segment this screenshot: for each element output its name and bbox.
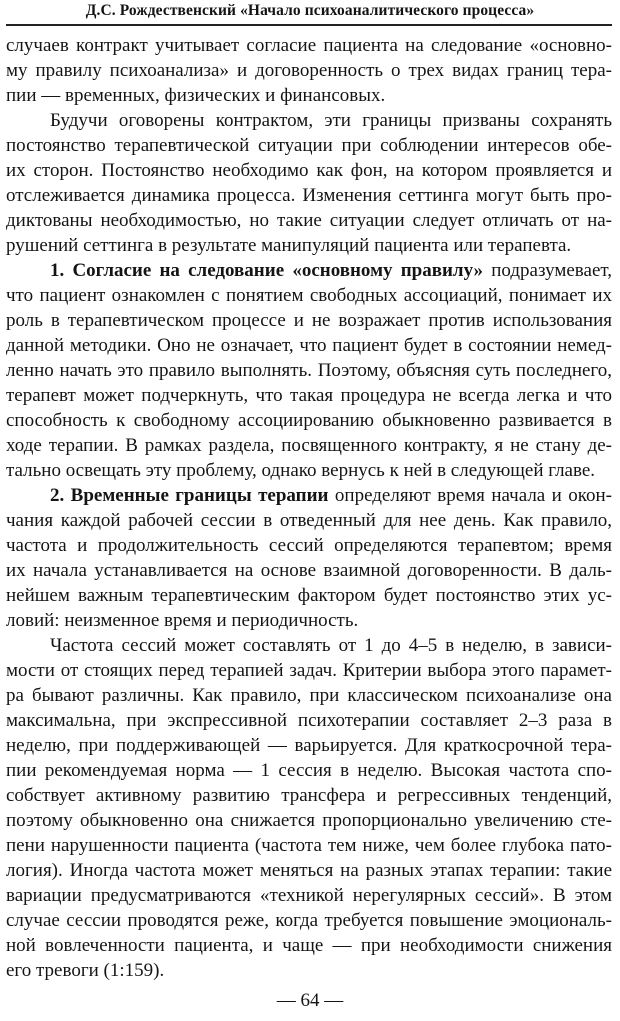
text-line: [6, 533, 612, 558]
line-text: терапевт может подчеркнуть, что такая процедура не всегда легка и что: [6, 385, 612, 406]
text-line: [6, 508, 612, 533]
text-line: [6, 558, 612, 583]
line-text: его тревоги (1:159).: [6, 960, 165, 981]
line-text: пии — временных, физических и финансовых.: [6, 85, 386, 106]
line-text: ловий: неизменное время и периодичность.: [6, 610, 359, 631]
paragraph: [6, 108, 612, 258]
paragraph: [6, 483, 612, 633]
line-text: определяют время начала и окон-: [328, 485, 612, 506]
line-text: пени нарушенности пациента (частота тем ниже, чем более глубока пато-: [6, 835, 612, 856]
line-text: ной вовлеченности пациента, и чаще — при необходимости снижения: [6, 935, 612, 956]
section-heading: 2. Временные границы терапии: [50, 485, 329, 506]
body-text: [6, 33, 612, 983]
text-line: [6, 308, 612, 333]
text-line: [6, 883, 612, 908]
paragraph: [6, 258, 612, 483]
line-text: случае сессии проводятся реже, когда требуется повышение эмоциональ-: [6, 910, 612, 931]
line-text: их начала устанавливается на основе взаимной договоренности. В даль-: [6, 560, 612, 581]
line-text: роль в терапевтическом процессе и не возражает против использования: [6, 310, 612, 331]
text-line: [6, 858, 612, 883]
page-number: — 64 —: [276, 990, 344, 1011]
line-text: ходе терапии. В рамках раздела, посвященного контракту, я не стану де-: [6, 435, 612, 456]
text-line: [6, 958, 612, 983]
paragraph: [6, 33, 612, 108]
text-line: [6, 333, 612, 358]
line-text: постоянство терапевтической ситуации при соблюдении интересов обе-: [6, 135, 612, 156]
line-text: ленно начать это правило выполнять. Поэтому, объясняя суть последнего,: [6, 360, 612, 381]
line-text: чания каждой рабочей сессии в отведенный для нее день. Как правило,: [6, 510, 612, 531]
line-text: тально освещать эту проблему, однако вернусь к ней в следующей главе.: [6, 460, 596, 481]
line-text: способность к свободному ассоциированию обыкновенно развивается в: [6, 410, 612, 431]
line-text: поэтому обыкновенно она снижается пропорционально увеличению сте-: [6, 810, 612, 831]
line-text: нейшем важным терапевтическим фактором будет постоянство этих ус-: [6, 585, 612, 606]
text-line: [6, 83, 612, 108]
text-line: [6, 408, 612, 433]
line-text: что пациент ознакомлен с понятием свободных ассоциаций, понимает их: [6, 285, 612, 306]
text-line: [6, 933, 612, 958]
text-line: [6, 483, 612, 508]
line-text: максимальна, при экспрессивной психотерапии составляет 2–3 раза в: [6, 710, 612, 731]
text-line: [6, 633, 612, 658]
text-line: [6, 33, 612, 58]
text-line: [6, 583, 612, 608]
line-text: му правилу психоанализа» и договоренность о трех видах границ тера-: [6, 60, 612, 81]
line-text: частота и продолжительность сессий определяются терапевтом; время: [6, 535, 612, 556]
header-rule: [6, 24, 612, 26]
line-text: отслеживается динамика процесса. Изменения сеттинга могут быть про-: [6, 185, 612, 206]
text-line: [6, 108, 612, 133]
text-line: [6, 258, 612, 283]
line-text: данной методики. Оно не означает, что пациент будет в состоянии немед-: [6, 335, 612, 356]
running-header: Д.С. Рождественский «Начало психоаналитического процесса»: [85, 2, 535, 19]
line-text: Будучи оговорены контрактом, эти границы призваны сохранять: [50, 110, 612, 131]
text-line: [6, 658, 612, 683]
line-text: случаев контракт учитывает согласие пациента на следование «основно-: [6, 35, 612, 56]
text-line: [6, 358, 612, 383]
text-line: [6, 458, 612, 483]
line-text: их сторон. Постоянство необходимо как фон, на котором проявляется и: [6, 160, 612, 181]
paragraph: [6, 633, 612, 983]
line-text: пии рекомендуемая норма — 1 сессия в неделю. Высокая частота спо-: [6, 760, 612, 781]
text-line: [6, 233, 612, 258]
line-text: собствует активному развитию трансфера и регрессивных тенденций,: [6, 785, 612, 806]
text-line: [6, 433, 612, 458]
line-text: ра бывают различны. Как правило, при классическом психоанализе она: [6, 685, 612, 706]
text-line: [6, 808, 612, 833]
line-text: неделю, при поддерживающей — варьируется. Для краткосрочной тера-: [6, 735, 612, 756]
text-line: [6, 283, 612, 308]
text-line: [6, 908, 612, 933]
line-text: рушений сеттинга в результате манипуляций пациента или терапевта.: [6, 235, 572, 256]
line-text: мости от стоящих перед терапией задач. Критерии выбора этого парамет-: [6, 660, 612, 681]
text-line: [6, 683, 612, 708]
line-text: подразумевает,: [483, 260, 612, 281]
text-line: [6, 833, 612, 858]
line-text: Частота сессий может составлять от 1 до 4–5 в неделю, в зависи-: [50, 635, 612, 656]
line-text: диктованы необходимостью, но такие ситуации следует отличать от на-: [6, 210, 612, 231]
text-line: [6, 608, 612, 633]
text-line: [6, 158, 612, 183]
text-line: [6, 733, 612, 758]
text-line: [6, 183, 612, 208]
text-line: [6, 708, 612, 733]
text-line: [6, 758, 612, 783]
text-line: [6, 208, 612, 233]
text-line: [6, 133, 612, 158]
section-heading: 1. Согласие на следование «основному правилу»: [50, 260, 484, 281]
line-text: вариации предусматриваются «техникой нерегулярных сессий». В этом: [6, 885, 612, 906]
text-line: [6, 383, 612, 408]
line-text: логия). Иногда частота может меняться на разных этапах терапии: такие: [6, 860, 612, 881]
text-line: [6, 58, 612, 83]
text-line: [6, 783, 612, 808]
